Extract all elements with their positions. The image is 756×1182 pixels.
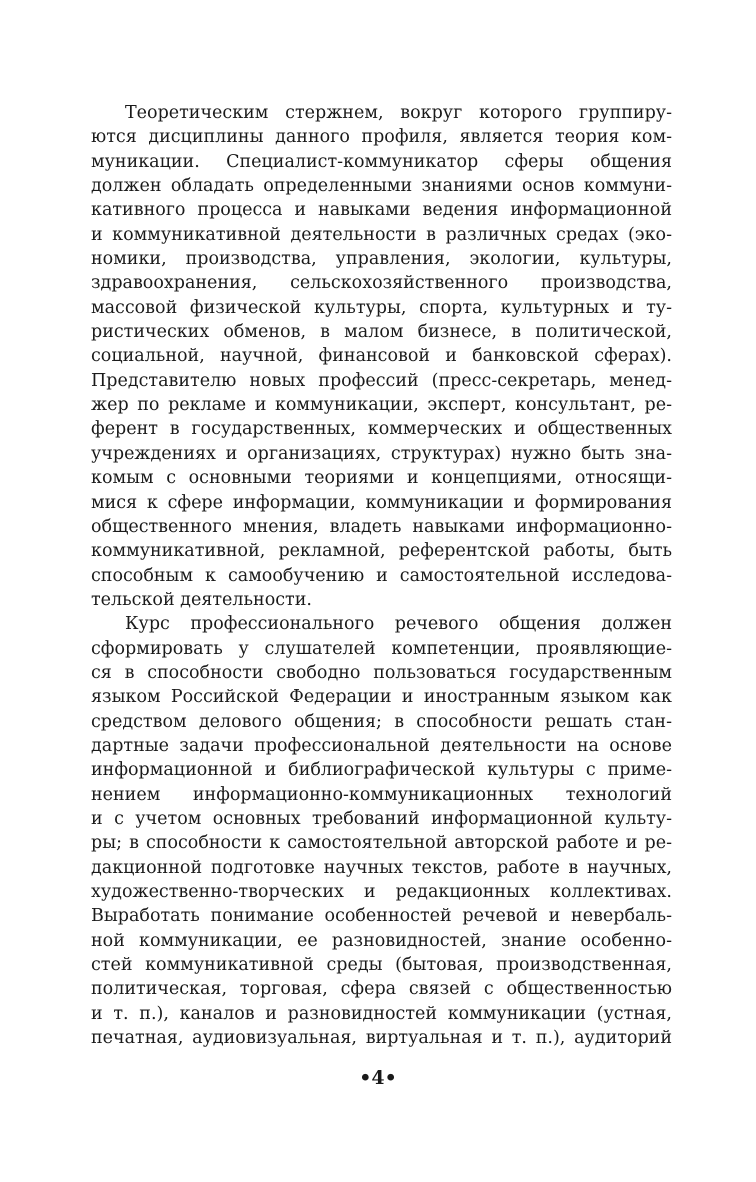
text-line: ся в способности свободно пользоваться государственным — [91, 662, 672, 683]
text-line: и коммуникативной деятельности в различных средах (эко- — [91, 224, 672, 245]
text-line: кативного процесса и навыками ведения информационной — [91, 200, 672, 221]
text-line: Теоретическим стержнем, вокруг которого группиру- — [125, 103, 672, 123]
text-line: Представителю новых профессий (пресс-секретарь, менед- — [91, 370, 672, 391]
text-line: массовой физической культуры, спорта, культурных и ту- — [91, 297, 672, 318]
text-line: средством делового общения; в способности решать стан- — [91, 711, 672, 732]
page-number: •4• — [359, 1067, 397, 1089]
text-line: Выработать понимание особенностей речевой и невербаль- — [91, 906, 672, 927]
text-line: здравоохранения, сельскохозяйственного производства, — [91, 273, 672, 294]
text-line: Курс профессионального речевого общения должен — [125, 614, 672, 635]
paragraph-2 — [91, 612, 672, 1050]
text-line: стей коммуникативной среды (бытовая, производственная, — [91, 955, 672, 976]
text-line: художественно-творческих и редакционных коллективах. — [91, 882, 672, 902]
text-line: социальной, научной, финансовой и банковской сферах). — [91, 346, 672, 367]
text-line: должен обладать определенными знаниями основ коммуни- — [91, 176, 672, 197]
page-body — [91, 101, 672, 1050]
text-line: мися к сфере информации, коммуникации и формирования — [91, 492, 672, 513]
text-line: ферент в государственных, коммерческих и общественных — [91, 419, 672, 440]
text-line: способным к самообучению и самостоятельной исследова- — [91, 565, 672, 586]
text-line: нением информационно-коммуникационных технологий — [91, 784, 672, 805]
text-line: тельской деятельности. — [91, 589, 312, 610]
paragraph-1 — [91, 101, 672, 612]
text-line: информационной и библиографической культуры с приме- — [91, 760, 672, 781]
text-line: жер по рекламе и коммуникации, эксперт, консультант, ре- — [91, 395, 672, 416]
text-line: и т. п.), каналов и разновидностей коммуникации (устная, — [91, 1003, 672, 1024]
text-line: дартные задачи профессиональной деятельности на основе — [91, 735, 672, 756]
text-line: ются дисциплины данного профиля, является теория ком- — [91, 127, 672, 148]
text-line: политическая, торговая, сфера связей с общественностью — [91, 979, 672, 1000]
text-line: ры; в способности к самостоятельной авторской работе и ре- — [91, 833, 672, 854]
text-line: сформировать у слушателей компетенции, проявляющие- — [91, 638, 672, 659]
text-line: дакционной подготовке научных текстов, работе в научных, — [91, 857, 672, 878]
text-line: учреждениях и организациях, структурах) нужно быть зна- — [91, 443, 672, 464]
text-line: ристических обменов, в малом бизнесе, в политической, — [91, 322, 672, 343]
text-line: языком Российской Федерации и иностранным языком как — [91, 687, 672, 708]
text-line: и с учетом основных требований информационной культу- — [91, 808, 672, 829]
text-line: муникации. Специалист-коммуникатор сферы общения — [91, 151, 672, 172]
text-line: печатная, аудиовизуальная, виртуальная и т. п.), аудиторий — [91, 1028, 672, 1049]
text-line: ной коммуникации, ее разновидностей, знание особенно- — [91, 930, 672, 951]
text-line: коммуникативной, рекламной, референтской работы, быть — [91, 541, 672, 562]
text-line: комым с основными теориями и концепциями, относящи- — [91, 468, 672, 489]
text-line: номики, производства, управления, экологии, культуры, — [91, 249, 672, 270]
text-line: общественного мнения, владеть навыками информационно- — [91, 516, 672, 537]
